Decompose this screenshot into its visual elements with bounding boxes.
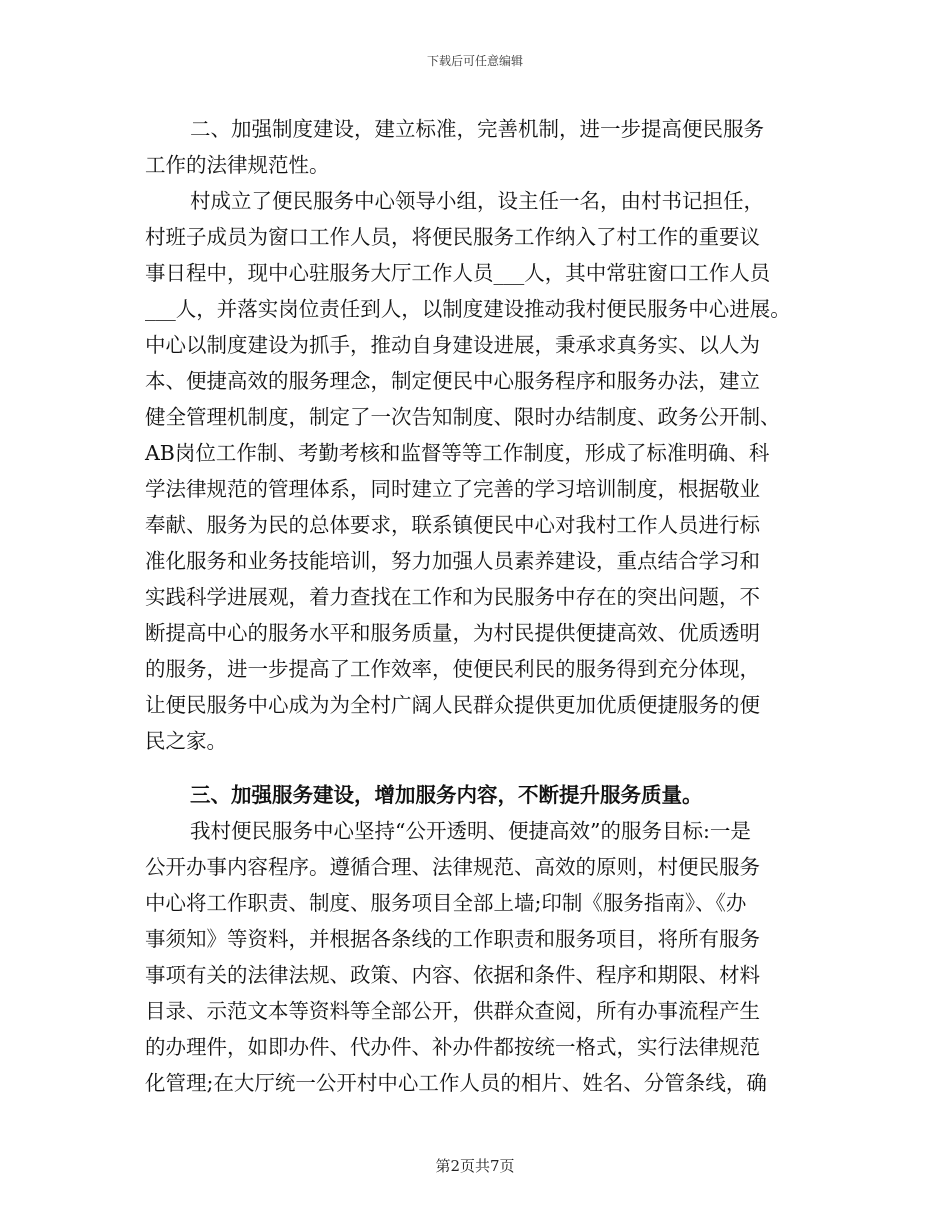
text-line: 实践科学进展观，着力查找在工作和为民服务中存在的突出问题，不 — [145, 585, 760, 609]
text-line: 工作的法律规范性。 — [145, 153, 330, 177]
text-line: 本、便捷高效的服务理念，制定便民中心服务程序和服务办法，建立 — [145, 369, 760, 393]
text-line: 断提高中心的服务水平和服务质量，为村民提供便捷高效、优质透明 — [145, 621, 760, 645]
section-heading: 三、加强服务建设，增加服务内容，不断提升服务质量。 — [190, 783, 703, 807]
text-line: 目录、示范文本等资料等全部公开，供群众查阅，所有办事流程产生 — [145, 999, 760, 1023]
text-line: AB岗位工作制、考勤考核和监督等等工作制度，形成了标准明确、科 — [145, 441, 770, 465]
text-line: 健全管理机制度，制定了一次告知制度、限时办结制度、政务公开制、 — [145, 405, 781, 429]
text-line: 的办理件，如即办件、代办件、补办件都按统一格式，实行法律规范 — [145, 1035, 760, 1059]
text-line: 我村便民服务中心坚持“公开透明、便捷高效”的服务目标:一是 — [190, 819, 751, 843]
text-line: ___人，并落实岗位责任到人，以制度建设推动我村便民服务中心进展。 — [145, 297, 791, 321]
text-line: 村成立了便民服务中心领导小组，设主任一名，由村书记担任， — [190, 189, 764, 213]
text-line: 村班子成员为窗口工作人员，将便民服务工作纳入了村工作的重要议 — [145, 225, 760, 249]
text-line: 公开办事内容程序。遵循合理、法律规范、高效的原则，村便民服务 — [145, 855, 760, 879]
text-line: 民之家。 — [145, 729, 227, 753]
text-line: 中心将工作职责、制度、服务项目全部上墙;印制《服务指南》、《办 — [145, 891, 747, 915]
text-line: 学法律规范的管理体系，同时建立了完善的学习培训制度，根据敬业 — [145, 477, 760, 501]
text-line: 事项有关的法律法规、政策、内容、依据和条件、程序和期限、材料 — [145, 963, 760, 987]
text-line: 事日程中，现中心驻服务大厅工作人员___人，其中常驻窗口工作人员 — [145, 261, 771, 285]
text-line: 让便民服务中心成为为全村广阔人民群众提供更加优质便捷服务的便 — [145, 693, 760, 717]
page-number-footer: 第2页共7页 — [435, 1157, 515, 1175]
page-header: 下载后可任意编辑 — [426, 54, 523, 68]
text-line: 奉献、服务为民的总体要求，联系镇便民中心对我村工作人员进行标 — [145, 513, 760, 537]
text-line: 的服务，进一步提高了工作效率，使便民利民的服务得到充分体现， — [145, 657, 760, 681]
text-line: 化管理;在大厅统一公开村中心工作人员的相片、姓名、分管条线，确 — [145, 1071, 767, 1095]
text-line: 事须知》等资料，并根据各条线的工作职责和服务项目，将所有服务 — [145, 927, 760, 951]
text-line: 二、加强制度建设，建立标准，完善机制，进一步提高便民服务 — [190, 117, 764, 141]
text-line: 中心以制度建设为抓手，推动自身建设进展，秉承求真务实、以人为 — [145, 333, 760, 357]
text-line: 准化服务和业务技能培训，努力加强人员素养建设，重点结合学习和 — [145, 549, 760, 573]
